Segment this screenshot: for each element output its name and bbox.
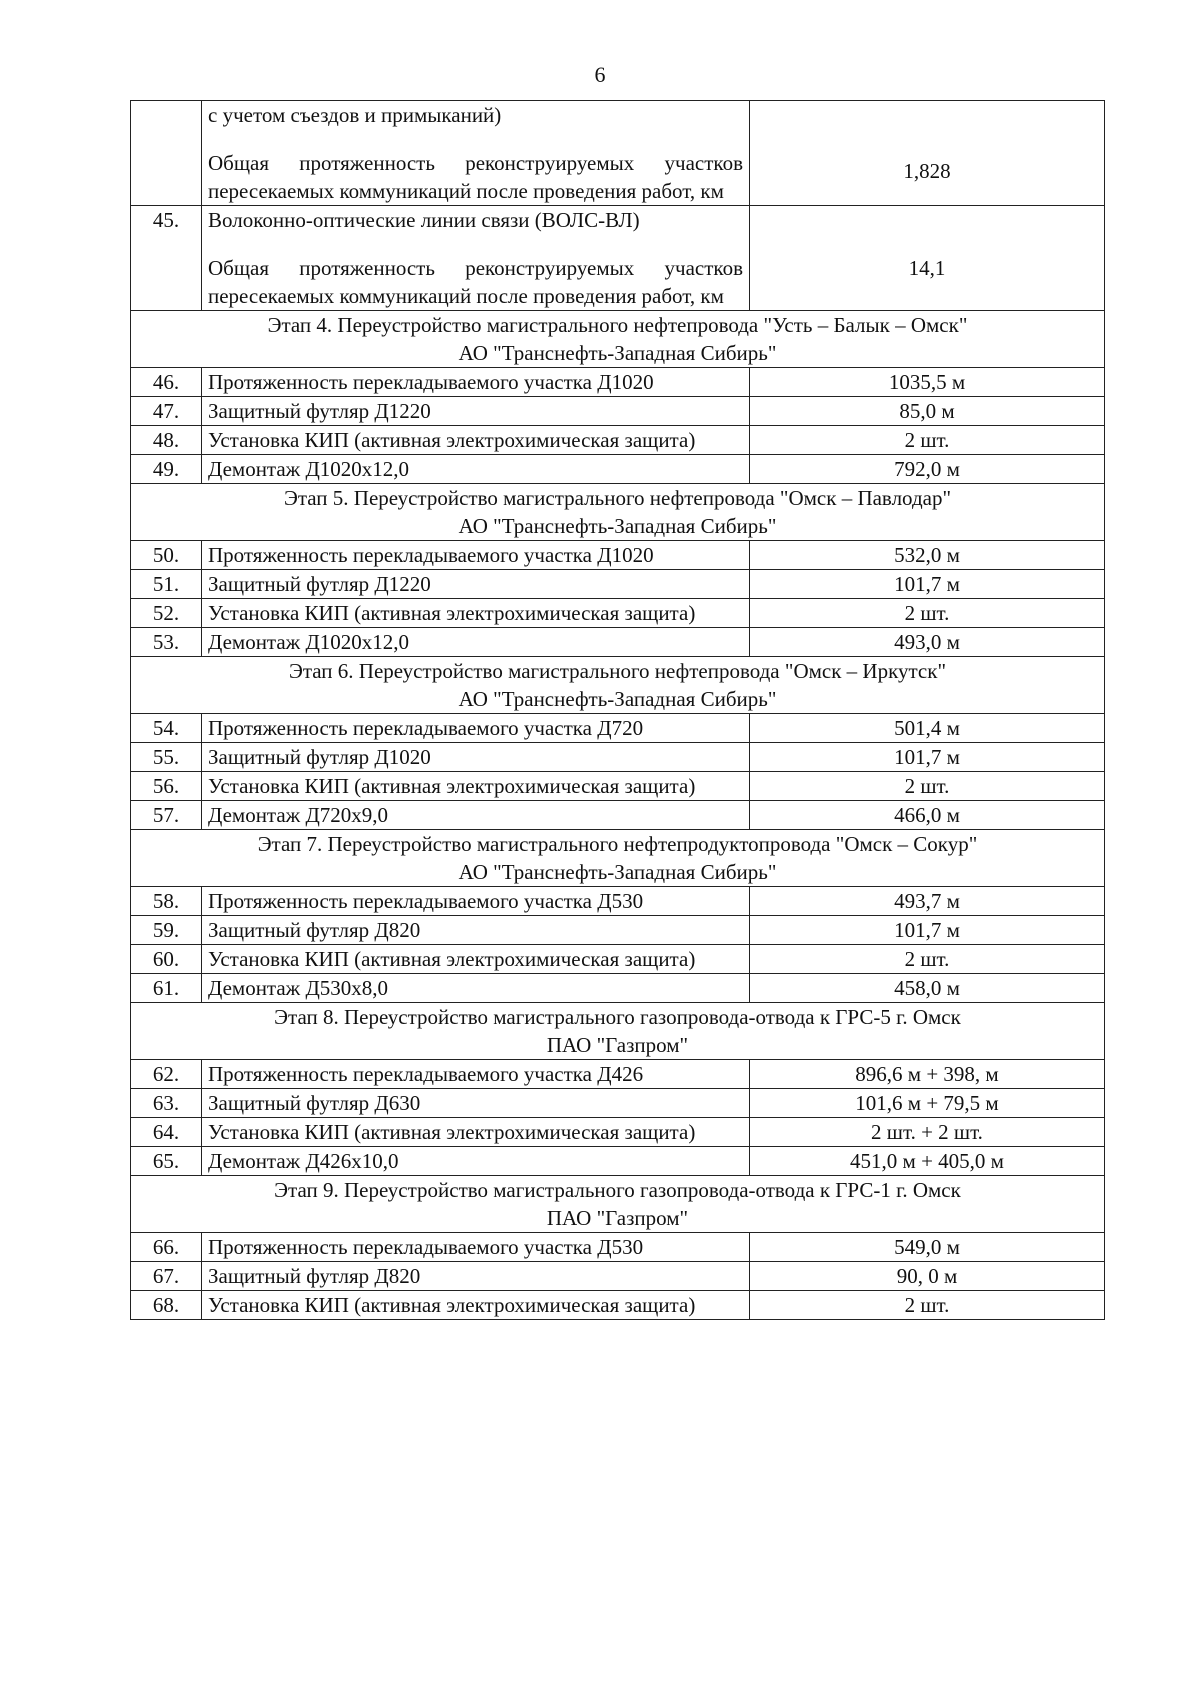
stage-title-line2: ПАО "Газпром"	[546, 1033, 689, 1057]
row-number: 64.	[131, 1118, 202, 1147]
row-number: 57.	[131, 801, 202, 830]
row-number: 56.	[131, 772, 202, 801]
row-description: Защитный футляр Д1220	[202, 570, 750, 599]
row-description: Установка КИП (активная электрохимическая защита)	[202, 426, 750, 455]
row-value: 85,0 м	[750, 397, 1105, 426]
row-description: Демонтаж Д530х8,0	[202, 974, 750, 1003]
row-description: Демонтаж Д1020х12,0	[202, 628, 750, 657]
row-description: Установка КИП (активная электрохимическая защита)	[202, 945, 750, 974]
row-description: Защитный футляр Д1020	[202, 743, 750, 772]
row-value: 493,0 м	[750, 628, 1105, 657]
table-row	[131, 743, 1105, 772]
row-value: 2 шт.	[750, 1291, 1105, 1320]
table-row	[131, 599, 1105, 628]
row-description: Протяженность перекладываемого участка Д720	[202, 714, 750, 743]
row-number: 63.	[131, 1089, 202, 1118]
row-number: 50.	[131, 541, 202, 570]
row-value: 458,0 м	[750, 974, 1105, 1003]
table-row	[131, 1233, 1105, 1262]
item45-text: Общая протяженность реконструируемых участков пересекаемых коммуникаций после проведения работ, км	[208, 256, 743, 308]
stage-title-line2: АО "Транснефть-Западная Сибирь"	[458, 860, 777, 884]
stage-header-row	[131, 1176, 1105, 1233]
row-number: 54.	[131, 714, 202, 743]
stage-title-line1: Этап 9. Переустройство магистрального газопровода-отвода к ГРС-1 г. Омск	[274, 1178, 961, 1202]
stage-header	[131, 484, 1105, 541]
row-description: Защитный футляр Д1220	[202, 397, 750, 426]
row-value: 451,0 м + 405,0 м	[750, 1147, 1105, 1176]
stage-header-row	[131, 311, 1105, 368]
row-number: 66.	[131, 1233, 202, 1262]
row-value: 101,7 м	[750, 743, 1105, 772]
table-row	[131, 1147, 1105, 1176]
row-description: Демонтаж Д720х9,0	[202, 801, 750, 830]
row-number: 62.	[131, 1060, 202, 1089]
stage-header	[131, 830, 1105, 887]
row-value: 1035,5 м	[750, 368, 1105, 397]
stage-title-line2: АО "Транснефть-Западная Сибирь"	[458, 514, 777, 538]
row-description: Демонтаж Д426х10,0	[202, 1147, 750, 1176]
row-value	[750, 101, 1105, 206]
row-description: Протяженность перекладываемого участка Д530	[202, 887, 750, 916]
stage-header-row	[131, 1003, 1105, 1060]
row-description: Защитный футляр Д820	[202, 1262, 750, 1291]
row-value: 2 шт.	[750, 599, 1105, 628]
stage-title-line2: ПАО "Газпром"	[546, 1206, 689, 1230]
row-description: Установка КИП (активная электрохимическая защита)	[202, 1291, 750, 1320]
stage-title-line2: АО "Транснефть-Западная Сибирь"	[458, 687, 777, 711]
row-value: 501,4 м	[750, 714, 1105, 743]
stage-header-row	[131, 657, 1105, 714]
row-value: 2 шт.	[750, 426, 1105, 455]
table-row	[131, 1089, 1105, 1118]
row-value: 2 шт.	[750, 772, 1105, 801]
row-description	[202, 101, 750, 206]
row-number	[131, 101, 202, 206]
stage-title-line1: Этап 6. Переустройство магистрального нефтепровода "Омск – Иркутск"	[288, 659, 947, 683]
row-description: Установка КИП (активная электрохимическая защита)	[202, 772, 750, 801]
row-value: 466,0 м	[750, 801, 1105, 830]
row-number: 59.	[131, 916, 202, 945]
row-number: 47.	[131, 397, 202, 426]
row-number: 55.	[131, 743, 202, 772]
stage-header-row	[131, 830, 1105, 887]
row-value: 101,7 м	[750, 916, 1105, 945]
row-description	[202, 206, 750, 311]
row-value: 2 шт. + 2 шт.	[750, 1118, 1105, 1147]
row-description: Протяженность перекладываемого участка Д426	[202, 1060, 750, 1089]
row-description: Защитный футляр Д630	[202, 1089, 750, 1118]
table-row	[131, 206, 1105, 311]
table-row	[131, 772, 1105, 801]
table-row	[131, 368, 1105, 397]
row-description: Защитный футляр Д820	[202, 916, 750, 945]
stage-header	[131, 657, 1105, 714]
row-number: 46.	[131, 368, 202, 397]
row-value: 101,7 м	[750, 570, 1105, 599]
row-number: 52.	[131, 599, 202, 628]
row-value: 2 шт.	[750, 945, 1105, 974]
row-number: 58.	[131, 887, 202, 916]
continuation-value: 1,828	[903, 159, 951, 183]
table-row	[131, 714, 1105, 743]
table-row	[131, 101, 1105, 206]
row-description: Протяженность перекладываемого участка Д1020	[202, 541, 750, 570]
row-number: 60.	[131, 945, 202, 974]
specs-table-body	[131, 101, 1105, 1320]
stage-title-line1: Этап 8. Переустройство магистрального газопровода-отвода к ГРС-5 г. Омск	[274, 1005, 961, 1029]
table-row	[131, 426, 1105, 455]
row-value: 896,6 м + 398, м	[750, 1060, 1105, 1089]
row-description: Протяженность перекладываемого участка Д1020	[202, 368, 750, 397]
row-value: 493,7 м	[750, 887, 1105, 916]
specs-table	[130, 100, 1105, 1320]
row-description: Протяженность перекладываемого участка Д530	[202, 1233, 750, 1262]
table-row	[131, 1060, 1105, 1089]
table-row	[131, 397, 1105, 426]
row-description: Демонтаж Д1020х12,0	[202, 455, 750, 484]
row-number: 67.	[131, 1262, 202, 1291]
row-value: 792,0 м	[750, 455, 1105, 484]
row-value: 101,6 м + 79,5 м	[750, 1089, 1105, 1118]
row-number: 53.	[131, 628, 202, 657]
table-row	[131, 887, 1105, 916]
stage-title-line2: АО "Транснефть-Западная Сибирь"	[458, 341, 777, 365]
table-row	[131, 801, 1105, 830]
table-row	[131, 1118, 1105, 1147]
row-description: Установка КИП (активная электрохимическая защита)	[202, 599, 750, 628]
stage-header	[131, 1176, 1105, 1233]
table-row	[131, 1262, 1105, 1291]
table-row	[131, 455, 1105, 484]
stage-header	[131, 1003, 1105, 1060]
item45-title: Волоконно-оптические линии связи (ВОЛС-ВЛ)	[208, 208, 640, 232]
stage-title-line1: Этап 5. Переустройство магистрального нефтепровода "Омск – Павлодар"	[283, 486, 952, 510]
continuation-line: с учетом съездов и примыканий)	[208, 103, 502, 127]
stage-header-row	[131, 484, 1105, 541]
row-value: 90, 0 м	[750, 1262, 1105, 1291]
table-row	[131, 628, 1105, 657]
row-number: 51.	[131, 570, 202, 599]
row-value	[750, 206, 1105, 311]
table-row	[131, 541, 1105, 570]
stage-title-line1: Этап 7. Переустройство магистрального нефтепродуктопровода "Омск – Сокур"	[257, 832, 978, 856]
row-value: 549,0 м	[750, 1233, 1105, 1262]
row-number: 48.	[131, 426, 202, 455]
continuation-text: Общая протяженность реконструируемых участков пересекаемых коммуникаций после проведения работ, км	[208, 151, 743, 203]
table-row	[131, 916, 1105, 945]
table-row	[131, 974, 1105, 1003]
table-row	[131, 570, 1105, 599]
row-number: 68.	[131, 1291, 202, 1320]
stage-title-line1: Этап 4. Переустройство магистрального нефтепровода "Усть – Балык – Омск"	[267, 313, 968, 337]
row-number: 49.	[131, 455, 202, 484]
row-description: Установка КИП (активная электрохимическая защита)	[202, 1118, 750, 1147]
table-row	[131, 945, 1105, 974]
item45-value: 14,1	[908, 256, 946, 280]
page-number: 6	[594, 62, 606, 87]
row-number: 61.	[131, 974, 202, 1003]
table-row	[131, 1291, 1105, 1320]
stage-header	[131, 311, 1105, 368]
row-number: 65.	[131, 1147, 202, 1176]
row-value: 532,0 м	[750, 541, 1105, 570]
row-number: 45.	[131, 206, 202, 311]
